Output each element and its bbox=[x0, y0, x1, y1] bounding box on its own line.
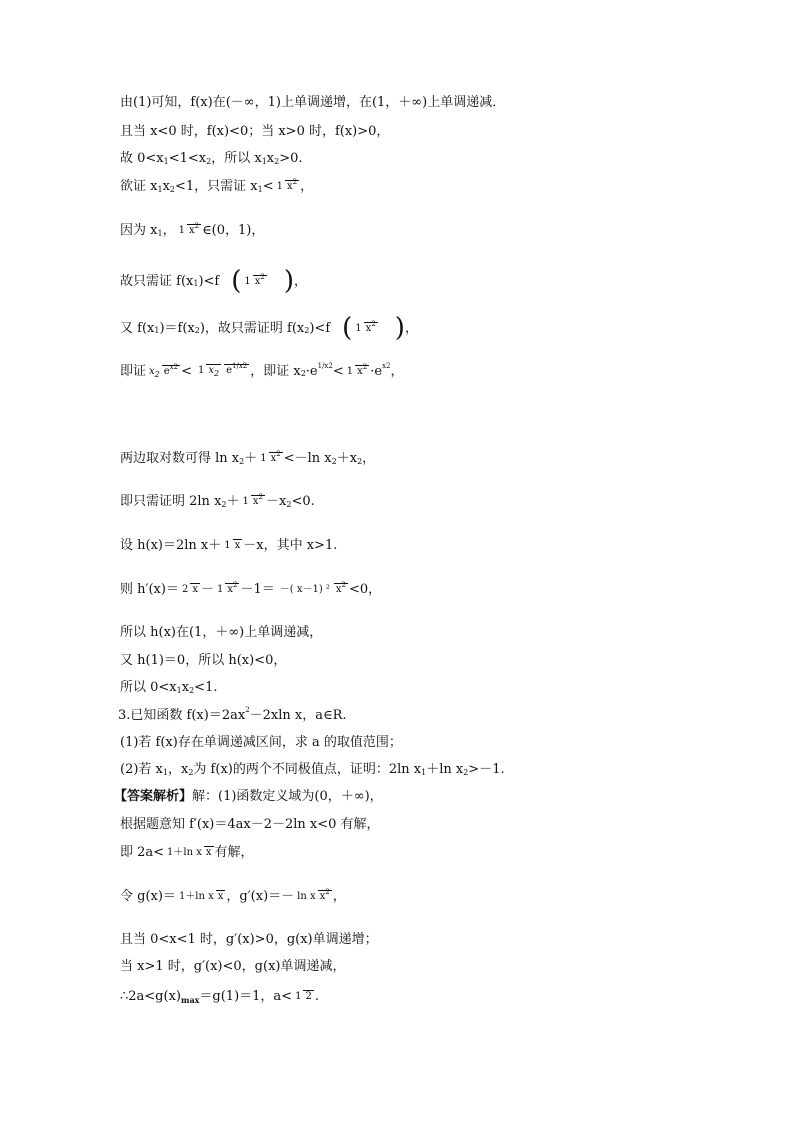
line-text: 所以 h(x)在(1，＋∞)上单调递减， bbox=[120, 625, 323, 640]
denominator bbox=[225, 583, 239, 595]
denominator bbox=[364, 319, 378, 334]
superscript: x2 bbox=[169, 362, 179, 371]
text-run: ， bbox=[294, 273, 308, 289]
subscript: 1 bbox=[257, 184, 263, 194]
numerator: 1 bbox=[224, 540, 231, 551]
text-run: 即证 bbox=[120, 363, 147, 379]
superscript: 2 bbox=[258, 493, 263, 501]
fraction bbox=[242, 272, 266, 288]
text-line-8 bbox=[120, 361, 404, 379]
line-text: 且当 0<x<1 时，g′(x)>0，g(x)单调递增； bbox=[120, 932, 378, 947]
text-line-10 bbox=[120, 495, 315, 508]
denominator bbox=[206, 364, 221, 376]
den-text: x bbox=[188, 225, 195, 236]
subscript: 2 bbox=[239, 456, 245, 466]
text-line-14 bbox=[120, 654, 286, 667]
numerator: －( x－1) ² bbox=[279, 584, 330, 595]
denominator bbox=[187, 224, 201, 236]
fraction bbox=[147, 362, 180, 379]
fraction bbox=[295, 890, 332, 903]
den-text: x bbox=[227, 584, 233, 595]
text-run: 则 h′(x)＝ bbox=[120, 582, 179, 597]
text-run: 又 f(x bbox=[120, 320, 155, 336]
text-run: x bbox=[162, 179, 170, 194]
line-text: (1)若 f(x)存在单调递减区间，求 a 的取值范围； bbox=[120, 735, 402, 750]
denominator: x bbox=[192, 584, 198, 595]
numerator bbox=[147, 367, 162, 378]
subscript: 1 bbox=[157, 228, 163, 238]
text-run: < bbox=[262, 179, 274, 194]
text-run: x bbox=[266, 151, 275, 166]
text-run: ＋x bbox=[336, 451, 358, 466]
text-run: ，即证 x bbox=[250, 363, 301, 379]
text-run: x bbox=[181, 680, 190, 695]
text-run: ， bbox=[390, 363, 404, 379]
superscript: x2 bbox=[382, 361, 391, 370]
text-run: －x bbox=[266, 494, 287, 509]
numerator: 1＋ln x bbox=[167, 847, 202, 858]
text-run: < bbox=[181, 363, 192, 379]
subscript: 2 bbox=[221, 499, 227, 509]
numerator: 1 bbox=[216, 584, 224, 595]
fraction bbox=[222, 539, 242, 552]
superscript: 2 bbox=[292, 178, 298, 186]
denominator bbox=[318, 890, 332, 902]
right-paren: ) bbox=[394, 313, 405, 343]
denominator bbox=[253, 272, 267, 287]
text-run: <0， bbox=[349, 582, 382, 597]
denominator: x bbox=[217, 891, 224, 902]
fraction bbox=[353, 319, 377, 335]
den-text: x bbox=[208, 365, 214, 376]
text-run: 因为 x bbox=[120, 223, 158, 238]
text-line-13 bbox=[120, 626, 322, 639]
text-run: 设 h(x)＝2ln x＋ bbox=[120, 538, 222, 553]
fraction bbox=[275, 180, 299, 193]
text-run: －2xln x，a∈R. bbox=[249, 708, 347, 723]
text-run: ＋ln x bbox=[426, 762, 464, 777]
text-run: >－1. bbox=[468, 762, 505, 777]
text-run: －x，其中 x>1. bbox=[243, 538, 338, 553]
den-text: x bbox=[287, 181, 293, 192]
numerator bbox=[193, 364, 224, 378]
numerator: 1 bbox=[295, 991, 302, 1002]
text-run: ·e bbox=[305, 363, 318, 379]
denominator bbox=[285, 180, 299, 192]
text-run: －1＝ bbox=[240, 582, 275, 597]
text-line-9 bbox=[120, 452, 375, 465]
text-line-3 bbox=[120, 152, 303, 165]
text-run: 为 f(x)的两个不同极值点，证明：2ln x bbox=[193, 762, 422, 777]
superscript: 2 bbox=[194, 222, 200, 230]
denominator: x bbox=[234, 540, 241, 551]
superscript: 2 bbox=[325, 888, 330, 896]
text-line-2 bbox=[120, 125, 389, 138]
superscript: 1/x2 bbox=[232, 362, 248, 370]
text-run: 3.已知函数 f(x)＝2ax bbox=[118, 708, 246, 723]
subscript: 1 bbox=[193, 279, 199, 288]
text-run: 有解， bbox=[214, 845, 254, 860]
subscript: 1 bbox=[421, 767, 427, 777]
den-text: x bbox=[252, 496, 259, 507]
subscript: 2 bbox=[194, 326, 200, 335]
superscript: 2 bbox=[362, 362, 368, 371]
text-run: ＋ bbox=[226, 494, 240, 509]
text-run: ，x bbox=[167, 762, 189, 777]
text-run: 故只需证 f(x bbox=[120, 273, 194, 289]
text-run: 故 0<x bbox=[120, 151, 164, 166]
text-run: <－ln x bbox=[283, 451, 332, 466]
text-line-15 bbox=[120, 681, 217, 694]
superscript: 1/x2 bbox=[317, 361, 333, 370]
line-text: 根据题意知 f′(x)＝4ax－2－2ln x<0 有解， bbox=[120, 817, 380, 832]
denominator: 2 bbox=[305, 991, 312, 1002]
numerator: 1 bbox=[197, 365, 205, 376]
text-line-4 bbox=[120, 180, 313, 193]
fraction bbox=[293, 990, 314, 1003]
text-run: ＝g(1)＝1，a< bbox=[199, 989, 293, 1004]
problem-3-statement bbox=[118, 706, 347, 723]
subscript: 2 bbox=[304, 326, 310, 335]
problem-3-part-2 bbox=[120, 763, 505, 776]
text-line-1 bbox=[120, 96, 505, 109]
den-text: x bbox=[254, 275, 261, 287]
fraction bbox=[215, 583, 239, 596]
text-run: < bbox=[332, 363, 344, 379]
text-run: 解：(1)函数定义域为(0，＋∞)， bbox=[192, 789, 383, 804]
text-line-20 bbox=[120, 818, 380, 831]
den-text: x bbox=[365, 322, 372, 334]
superscript: 2 bbox=[245, 706, 250, 714]
text-run: )<f bbox=[309, 320, 331, 336]
subscript: 2 bbox=[188, 767, 194, 777]
text-line-5 bbox=[120, 224, 264, 237]
text-run: ·e bbox=[370, 363, 383, 379]
subscript: 2 bbox=[286, 499, 292, 509]
subscript: 1 bbox=[163, 156, 169, 166]
left-paren: ( bbox=[231, 266, 242, 296]
text-run: 令 g(x)＝ bbox=[120, 889, 176, 904]
inner-fraction bbox=[196, 364, 221, 377]
text-run: ， bbox=[300, 179, 314, 194]
text-run: ∈(0，1)， bbox=[202, 223, 265, 238]
denominator bbox=[269, 452, 283, 464]
text-run: 两边取对数可得 ln x bbox=[120, 451, 240, 466]
den-text: x bbox=[357, 365, 363, 377]
text-line-12 bbox=[120, 583, 381, 596]
denominator bbox=[224, 364, 249, 376]
den-text: x bbox=[270, 453, 277, 464]
text-line-22 bbox=[120, 890, 346, 903]
numerator: 2 bbox=[181, 584, 189, 595]
den-text: e bbox=[226, 365, 233, 376]
text-run: ， bbox=[332, 889, 346, 904]
denominator bbox=[355, 362, 369, 377]
numerator: 1 bbox=[355, 322, 362, 334]
text-run: ， bbox=[162, 223, 176, 238]
text-line-6 bbox=[120, 268, 307, 294]
numerator: 1 bbox=[260, 453, 267, 464]
subscript: 2 bbox=[154, 369, 160, 379]
problem-3-part-1 bbox=[120, 736, 402, 749]
text-run: ，所以 x bbox=[211, 151, 262, 166]
subscript: 1 bbox=[162, 767, 168, 777]
superscript: 2 bbox=[260, 272, 265, 281]
answer-header-line bbox=[114, 790, 383, 803]
text-line-7 bbox=[120, 315, 418, 341]
subscript: 2 bbox=[206, 156, 212, 166]
num-text: x bbox=[149, 365, 155, 377]
superscript: 2 bbox=[276, 450, 281, 458]
text-line-21 bbox=[120, 846, 254, 859]
text-run: 欲证 x bbox=[120, 179, 158, 194]
text-run: <0. bbox=[291, 494, 315, 509]
subscript: 2 bbox=[214, 369, 220, 378]
right-paren: ) bbox=[283, 266, 295, 296]
text-run: ∴2a<g(x) bbox=[120, 989, 181, 1004]
numerator: 1 bbox=[346, 365, 354, 377]
text-run: ，g′(x)＝－ bbox=[226, 889, 295, 904]
den-text: e bbox=[163, 365, 170, 377]
subscript: 1 bbox=[176, 685, 182, 695]
fraction bbox=[177, 890, 225, 903]
numerator: 1＋ln x bbox=[178, 891, 214, 902]
text-run: . bbox=[314, 989, 319, 1004]
superscript: 2 bbox=[371, 319, 376, 328]
text-run: <1，只需证 x bbox=[175, 179, 258, 194]
numerator: 1 bbox=[242, 496, 249, 507]
fraction bbox=[193, 364, 249, 378]
den-text: x bbox=[335, 584, 342, 595]
den-text: x bbox=[319, 891, 326, 902]
text-line-23 bbox=[120, 933, 378, 946]
subscript: 2 bbox=[331, 456, 337, 466]
text-run: ， bbox=[404, 320, 418, 336]
text-run: 即只需证明 2ln x bbox=[120, 494, 222, 509]
denominator bbox=[162, 362, 180, 377]
text-run: <1. bbox=[194, 680, 218, 695]
subscript: 1 bbox=[154, 326, 160, 335]
superscript: 2 bbox=[341, 581, 347, 589]
fraction bbox=[241, 495, 265, 508]
fraction bbox=[276, 583, 348, 596]
text-run: － bbox=[200, 582, 214, 597]
left-paren: ( bbox=[342, 313, 353, 343]
denominator bbox=[251, 495, 265, 507]
superscript: 2 bbox=[232, 581, 238, 589]
text-run: >0. bbox=[279, 151, 303, 166]
denominator: x bbox=[205, 847, 212, 858]
subscript: max bbox=[180, 994, 200, 1005]
fraction bbox=[165, 846, 213, 859]
fraction bbox=[258, 452, 282, 465]
text-run: ， bbox=[362, 451, 376, 466]
text-run: )，故只需证明 f(x bbox=[199, 320, 305, 336]
numerator: 1 bbox=[276, 181, 284, 192]
text-line-24 bbox=[120, 960, 345, 973]
text-run: 即 2a< bbox=[120, 845, 165, 860]
subscript: 2 bbox=[357, 456, 363, 466]
subscript: 2 bbox=[169, 184, 175, 194]
fraction bbox=[177, 224, 201, 237]
text-run: 所以 0<x bbox=[120, 680, 177, 695]
line-text: 又 h(1)＝0，所以 h(x)<0， bbox=[120, 653, 287, 668]
text-run: (2)若 x bbox=[120, 762, 163, 777]
numerator: 1 bbox=[244, 275, 251, 287]
line-text: 当 x>1 时，g′(x)<0，g(x)单调递减， bbox=[120, 959, 346, 974]
answer-label: 【答案解析】 bbox=[114, 789, 193, 804]
subscript: 2 bbox=[274, 156, 280, 166]
line-text: 由(1)可知，f(x)在(－∞，1)上单调递增，在(1，＋∞)上单调递减． bbox=[120, 95, 506, 110]
text-run: <1<x bbox=[168, 151, 207, 166]
subscript: 2 bbox=[463, 767, 469, 777]
subscript: 2 bbox=[300, 369, 306, 378]
text-run: ＋ bbox=[244, 451, 258, 466]
text-run: )<f bbox=[198, 273, 220, 289]
numerator: 1 bbox=[178, 225, 185, 236]
subscript: 2 bbox=[189, 685, 195, 695]
denominator bbox=[334, 583, 348, 595]
subscript: 1 bbox=[157, 184, 163, 194]
text-run: )＝f(x bbox=[159, 320, 195, 336]
text-line-11 bbox=[120, 539, 337, 552]
subscript: 1 bbox=[261, 156, 267, 166]
numerator: ln x bbox=[297, 891, 316, 902]
line-text: 且当 x<0 时，f(x)<0；当 x>0 时，f(x)>0， bbox=[120, 124, 390, 139]
fraction bbox=[180, 583, 200, 596]
fraction bbox=[345, 362, 369, 378]
text-line-25 bbox=[120, 990, 319, 1003]
